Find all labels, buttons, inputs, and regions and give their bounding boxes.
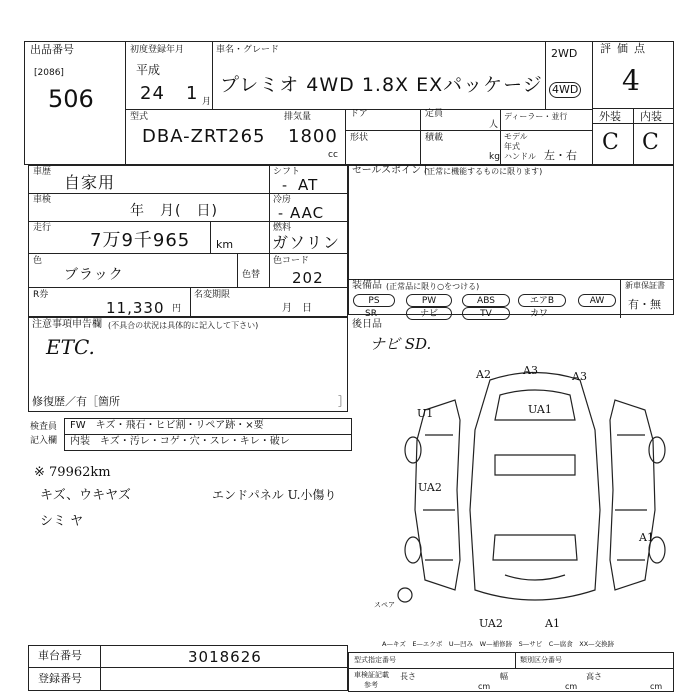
handwritten-line-1: ※ 79962km bbox=[34, 465, 111, 480]
equip-leather: カワ bbox=[530, 309, 549, 319]
handwritten-line-3: シミ ヤ bbox=[40, 514, 84, 529]
mileage-label: 走行 bbox=[33, 223, 52, 233]
remarks-note: (不具合の状況は具体的に記入して下さい) bbox=[108, 321, 259, 330]
warranty-label: 新車保証書 bbox=[625, 281, 665, 290]
inspector-label-2: 記入欄 bbox=[30, 436, 58, 446]
equip-pw: PW bbox=[406, 294, 452, 307]
disp-unit: cc bbox=[328, 150, 338, 160]
recycle-unit: 月 日 bbox=[282, 303, 312, 314]
mark-a1-right: A1 bbox=[639, 531, 654, 544]
notes-label: 後日品 bbox=[352, 319, 382, 330]
inspector-label-1: 検査員 bbox=[30, 422, 58, 432]
sales-point-note: (正常に機能するものに限ります) bbox=[424, 167, 543, 176]
year: 24 bbox=[140, 83, 165, 104]
r-value: 11,330 bbox=[106, 299, 165, 317]
equip-sr: SR bbox=[365, 309, 377, 319]
history-value: 自家用 bbox=[64, 173, 116, 192]
remarks-label: 注意事項申告欄 bbox=[32, 319, 102, 330]
drive-2wd: 2WD bbox=[551, 47, 578, 60]
color-label: 色 bbox=[33, 256, 43, 266]
exterior-value: C bbox=[602, 130, 619, 155]
load-unit: kg bbox=[489, 152, 500, 162]
unit-cm-3: cm bbox=[650, 682, 663, 691]
shift-value: AT bbox=[298, 176, 319, 194]
dealer-label: ディーラー・並行 bbox=[504, 112, 568, 121]
repair-end: ］ bbox=[338, 395, 349, 408]
ac-value: AAC bbox=[290, 204, 325, 222]
remarks-value: ETC. bbox=[46, 335, 95, 359]
inspection-value: 年 月( 日) bbox=[130, 203, 218, 219]
lot-sub: [2086] bbox=[34, 68, 64, 78]
first-reg-label: 初度登録年月 bbox=[130, 45, 185, 55]
chassis-value: 3018626 bbox=[188, 648, 262, 666]
dims-length: 長さ bbox=[400, 672, 416, 681]
mark-a1-bottom: A1 bbox=[545, 617, 560, 630]
r-label: R券 bbox=[33, 290, 49, 300]
drive-4wd: 4WD bbox=[549, 82, 581, 98]
model-name: プレミオ 4WD 1.8X EXパッケージ bbox=[220, 74, 543, 96]
mark-ua2-left: UA2 bbox=[418, 481, 442, 494]
exterior-label: 外装 bbox=[599, 110, 621, 123]
handwritten-line-2: キズ、ウキヤズ bbox=[40, 488, 131, 503]
interior-label: 内装 bbox=[640, 110, 662, 123]
sales-point-label: セールスポイント bbox=[352, 165, 432, 176]
equip-airbag: エアB bbox=[518, 294, 566, 307]
mark-ua1: UA1 bbox=[528, 403, 552, 416]
history-label: 車歴 bbox=[33, 167, 52, 177]
unit-cm-1: cm bbox=[478, 682, 491, 691]
mileage-value: 7万9千965 bbox=[90, 230, 191, 251]
shift-label: シフト bbox=[273, 167, 301, 177]
class-label: 類別区分番号 bbox=[520, 656, 562, 664]
notes-value: ナビ SD. bbox=[370, 335, 432, 353]
capacity-label: 定員 bbox=[425, 109, 444, 119]
chassis-label: 車台番号 bbox=[38, 649, 82, 662]
disp-label: 排気量 bbox=[284, 112, 312, 122]
recycle-label: 名変期限 bbox=[194, 290, 231, 300]
equip-abs: ABS bbox=[462, 294, 510, 307]
damage-legend: A—キズ E—エクボ U—凹み W—補修跡 S—サビ C—腐食 XX—交換跡 bbox=[382, 640, 615, 648]
inspection-label: 車検 bbox=[33, 195, 52, 205]
mark-ua2-bottom: UA2 bbox=[479, 617, 503, 630]
mark-a2-top: A2 bbox=[476, 368, 491, 381]
lot-number: 506 bbox=[48, 85, 94, 113]
dims-width: 幅 bbox=[500, 672, 508, 681]
load-label: 積載 bbox=[425, 133, 444, 143]
cert-box bbox=[348, 652, 674, 692]
type-label: 型式 bbox=[130, 112, 149, 122]
mark-u1: U1 bbox=[417, 407, 434, 420]
interior-value: C bbox=[642, 130, 659, 155]
shape-label: 形状 bbox=[350, 133, 369, 143]
dims-label: 車検証記載 bbox=[354, 671, 389, 679]
repair-label: 修復歴／有［箇所 bbox=[32, 395, 120, 408]
panel-note: エンドパネル U.小傷り bbox=[212, 488, 337, 502]
month: 1 bbox=[186, 83, 199, 104]
equip-tv: TV bbox=[462, 307, 510, 320]
mileage-unit: km bbox=[216, 238, 234, 251]
handle-value: 左・右 bbox=[544, 149, 577, 162]
color-code-label: 色コード bbox=[273, 256, 310, 266]
handle-label: ハンドル bbox=[504, 152, 536, 161]
sales-box bbox=[348, 165, 674, 315]
inspection-row-1: FW キズ・飛石・ヒビ割・リペア跡・×要 bbox=[70, 420, 264, 431]
mark-a3-right: A3 bbox=[572, 370, 587, 383]
disp-value: 1800 bbox=[288, 126, 338, 147]
equip-ps: PS bbox=[353, 294, 395, 307]
fuel-value: ガソリン bbox=[272, 233, 341, 252]
color-change-label: 色替 bbox=[242, 270, 261, 280]
inspection-row-2: 内装 キズ・汚レ・コゲ・穴・スレ・キレ・破レ bbox=[70, 436, 290, 447]
ac-dash: - bbox=[278, 206, 284, 222]
model-label: 車名・グレード bbox=[216, 45, 280, 55]
color-code-value: 202 bbox=[292, 269, 324, 287]
equipment-label: 装備品 bbox=[352, 280, 382, 291]
score: 4 bbox=[622, 64, 640, 97]
fuel-label: 燃料 bbox=[273, 223, 292, 233]
model-year-label: モデル年式 bbox=[504, 132, 528, 151]
mark-a3-top: A3 bbox=[523, 364, 538, 377]
month-unit: 月 bbox=[202, 97, 212, 107]
r-unit: 円 bbox=[172, 304, 182, 314]
spare-label: スペア bbox=[374, 601, 395, 609]
score-label: 評価点 bbox=[600, 42, 651, 55]
type-cert-label: 型式指定番号 bbox=[354, 656, 396, 664]
equip-aw: AW bbox=[578, 294, 616, 307]
shift-dash: - bbox=[282, 178, 288, 194]
unit-cm-2: cm bbox=[565, 682, 578, 691]
ac-label: 冷房 bbox=[273, 195, 292, 205]
capacity-unit: 人 bbox=[489, 120, 499, 130]
lot-label: 出品番号 bbox=[30, 43, 74, 56]
type-value: DBA-ZRT265 bbox=[142, 126, 266, 147]
equipment-note: (正常品に限り○をつける) bbox=[386, 282, 480, 291]
dims-ref: 参考 bbox=[364, 681, 378, 689]
equip-navi: ナビ bbox=[406, 307, 452, 320]
dims-height: 高さ bbox=[586, 672, 602, 681]
warranty-value: 有・無 bbox=[628, 298, 661, 311]
era: 平成 bbox=[136, 63, 161, 77]
color-value: ブラック bbox=[64, 267, 124, 283]
doors-label: ドア bbox=[350, 109, 368, 119]
reg-label: 登録番号 bbox=[38, 672, 82, 685]
